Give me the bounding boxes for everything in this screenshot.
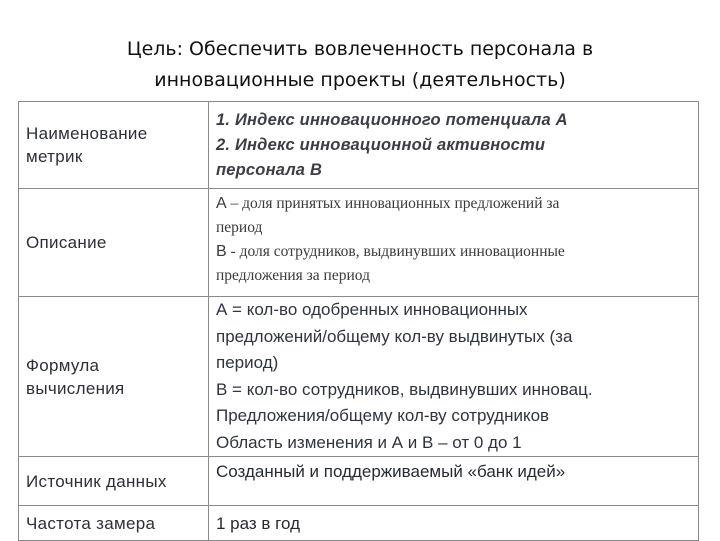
table-row-metric-names	[19, 102, 699, 189]
variable-b: B	[216, 243, 227, 260]
metric-names-value	[209, 102, 699, 189]
metric-name-line: 1. Индекс инновационного потенциала А	[216, 110, 568, 129]
metric-names-label: Наименование метрик	[19, 102, 209, 189]
frequency-value: 1 раз в год	[209, 506, 699, 541]
description-value	[209, 189, 699, 297]
formula-line: Предложения/общему кол-ву сотрудников	[216, 406, 550, 425]
description-label: Описание	[19, 189, 209, 297]
description-line	[216, 264, 692, 288]
table-row-description	[19, 189, 699, 297]
table-row-formula	[19, 297, 699, 457]
title-line-2: инновационные проекты (деятельность)	[154, 69, 566, 91]
formula-line: период)	[216, 353, 279, 372]
description-text: период	[216, 219, 263, 236]
formula-line: предложений/общему кол-ву выдвинутых (за	[216, 326, 573, 346]
formula-label: Формула вычисления	[19, 297, 209, 457]
formula-line: А = кол-во одобренных инновационных	[216, 300, 528, 319]
frequency-label: Частота замера	[19, 506, 209, 541]
description-text: предложения за период	[216, 267, 370, 284]
variable-a: А	[216, 195, 227, 212]
description-line	[216, 216, 692, 240]
metric-name-line: 2. Индекс инновационной активности	[216, 135, 546, 154]
table-row-source	[19, 457, 699, 506]
table-row-frequency	[19, 506, 699, 541]
description-text: - доля сотрудников, выдвинувших инновационные	[226, 243, 565, 260]
formula-value	[209, 297, 699, 457]
description-line	[216, 192, 692, 216]
metric-name-line: персонала В	[216, 160, 323, 179]
title-line-1: Цель: Обеспечить вовлеченность персонала в	[126, 38, 594, 60]
description-text: – доля принятых инновационных предложений за	[226, 195, 560, 212]
formula-line: Область изменения и А и В – от 0 до 1	[216, 432, 522, 452]
source-label: Источник данных	[19, 457, 209, 506]
source-value: Созданный и поддерживаемый «банк идей»	[209, 457, 699, 506]
description-line	[216, 240, 692, 264]
metrics-table	[18, 101, 699, 541]
page-title	[0, 34, 720, 96]
formula-line: В = кол-во сотрудников, выдвинувших инновац.	[216, 379, 593, 399]
